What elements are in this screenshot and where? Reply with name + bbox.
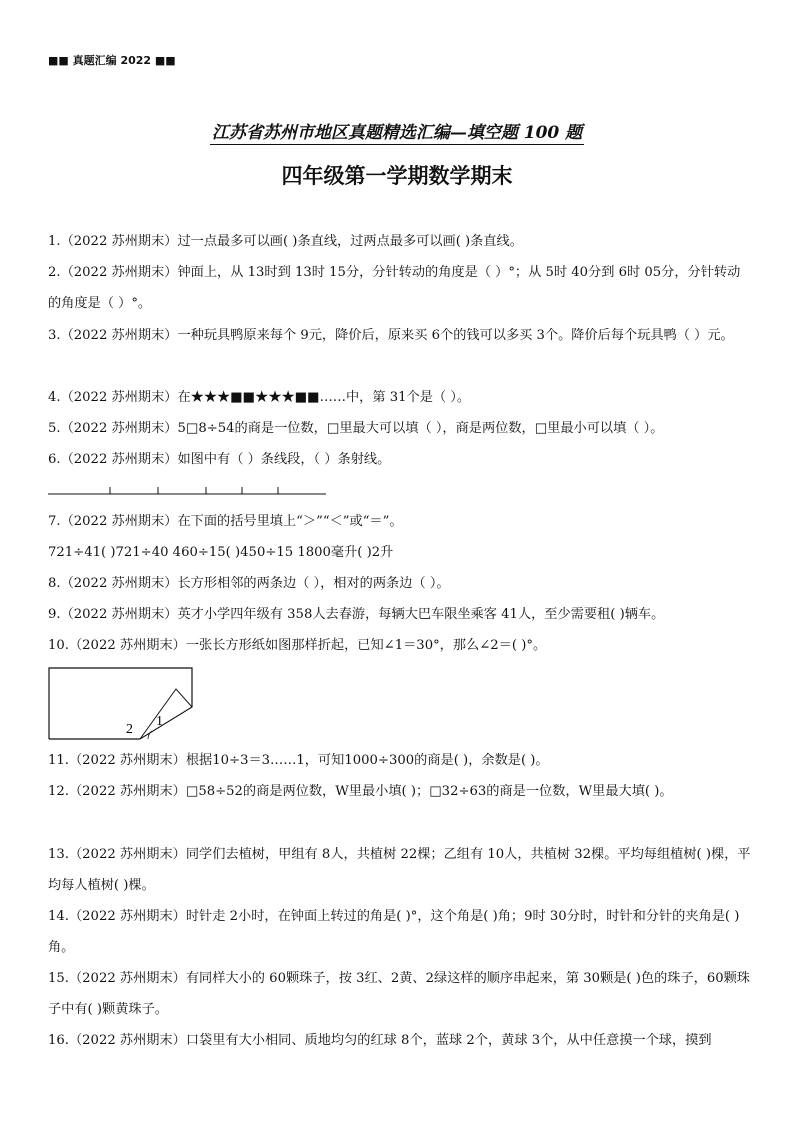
question-number: 5. (48, 421, 61, 436)
question-text: （2022 苏州期末）一张长方形纸如图那样折起，已知∠1＝30°，那么∠2＝( )°。 (68, 638, 547, 653)
question-number: 6. (48, 452, 61, 467)
question-text: （2022 苏州期末）如图中有（ ）条线段，（ ）条射线。 (60, 452, 391, 467)
document-title: 江苏省苏州市地区真题精选汇编—填空题 100 题 (211, 123, 583, 143)
question-text: （2022 苏州期末）一种玩具鸭原来每个 9元，降价后，原来买 6个的钱可以多买 3个。降价后每个玩具鸭（ ）元。 (60, 328, 734, 343)
question-number: 1. (48, 234, 61, 249)
question-text: （2022 苏州期末）过一点最多可以画( )条直线，过两点最多可以画( )条直线。 (60, 234, 523, 249)
question-text: （2022 苏州期末）英才小学四年级有 358人去春游，每辆大巴车限坐乘客 41人，至少需要租( )辆车。 (60, 607, 665, 622)
question-text: （2022 苏州期末）□58÷52的商是两位数，W里最小填( )；□32÷63的商是一位数，W里最大填( )。 (68, 784, 673, 799)
question-11 (48, 745, 753, 776)
question-number: 8. (48, 576, 61, 591)
question-number: 3. (48, 328, 61, 343)
question-text: （2022 苏州期末）根据10÷3＝3……1，可知1000÷300的商是( )，余数是( )。 (68, 753, 549, 768)
document-title-wrap (0, 118, 794, 143)
question-7 (48, 506, 753, 537)
question-text: （2022 苏州期末）钟面上，从 13时到 13时 15分，分针转动的角度是（ ）°；从 5时 40分到 6时 05分，分针转动的角度是（ ）°。 (48, 265, 741, 311)
question-number: 9. (48, 607, 61, 622)
question-number: 7. (48, 514, 61, 529)
question-number: 2. (48, 265, 61, 280)
line-segment-figure (48, 484, 328, 498)
question-number: 12. (48, 784, 69, 799)
question-9 (48, 599, 753, 630)
question-text: （2022 苏州期末）在★★★■■★★★■■……中，第 31个是（ ）。 (60, 390, 471, 405)
question-number: 4. (48, 390, 61, 405)
question-text: 721÷41( )721÷40 460÷15( )450÷15 1800毫升( )2升 (48, 545, 394, 560)
question-2 (48, 257, 753, 319)
question-6 (48, 444, 753, 475)
question-8 (48, 568, 753, 599)
question-4 (48, 382, 753, 413)
question-text: （2022 苏州期末）在下面的括号里填上“＞”“＜”或“＝”。 (60, 514, 403, 529)
question-number: 14. (48, 909, 69, 924)
question-number: 13. (48, 847, 69, 862)
question-number: 10. (48, 638, 69, 653)
angle-label-1: 1 (156, 714, 163, 729)
question-5 (48, 413, 753, 444)
question-text: （2022 苏州期末）口袋里有大小相同、质地均匀的红球 8个，蓝球 2个，黄球 3个，从中任意摸一个球，摸到 (68, 1033, 712, 1048)
question-7-items (48, 537, 753, 568)
question-text: （2022 苏州期末）同学们去植树，甲组有 8人，共植树 22棵；乙组有 10人，共植树 32棵。平均每组植树( )棵，平均每人植树( )棵。 (48, 847, 751, 893)
question-3 (48, 320, 753, 351)
paper-outline (49, 668, 192, 739)
question-number: 15. (48, 971, 69, 986)
folded-paper-figure (48, 667, 198, 741)
question-number: 11. (48, 753, 69, 768)
question-16 (48, 1025, 753, 1056)
document-subtitle: 四年级第一学期数学期末 (281, 163, 513, 188)
page-header: ■■ 真题汇编 2022 ■■ (48, 54, 176, 67)
question-14 (48, 901, 753, 963)
question-text: （2022 苏州期末）时针走 2小时，在钟面上转过的角是( )°，这个角是( )角；9时 30分时，时针和分针的夹角是( )角。 (48, 909, 740, 955)
question-1 (48, 226, 753, 257)
folded-corner (140, 689, 192, 739)
question-number: 16. (48, 1033, 69, 1048)
question-text: （2022 苏州期末）5□8÷54的商是一位数，□里最大可以填（ ），商是两位数，□里最小可以填（ ）。 (60, 421, 664, 436)
question-15 (48, 963, 753, 1025)
question-10 (48, 630, 753, 661)
question-13 (48, 839, 753, 901)
question-text: （2022 苏州期末）长方形相邻的两条边（ ），相对的两条边（ ）。 (60, 576, 450, 591)
question-12 (48, 776, 753, 807)
question-text: （2022 苏州期末）有同样大小的 60颗珠子，按 3红、2黄、2绿这样的顺序串起来，第 30颗是( )色的珠子，60颗珠子中有( )颗黄珠子。 (48, 971, 750, 1017)
angle-label-2: 2 (126, 722, 133, 737)
